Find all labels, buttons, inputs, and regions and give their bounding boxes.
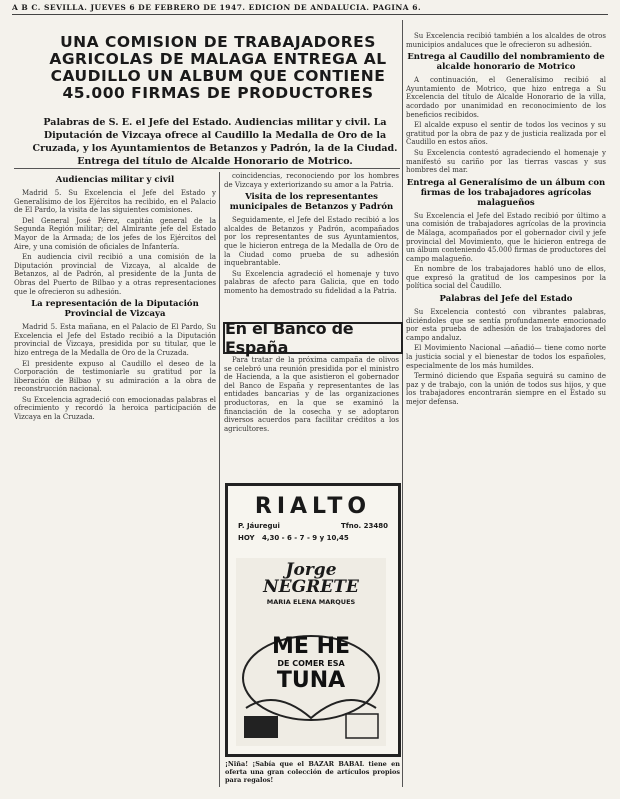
paragraph: Madrid 5. Su Excelencia el Jefe del Estado y Generalísimo de los Ejércitos ha recibido, en el Palacio de El Pardo, la visita de las siguientes comisiones. [14, 189, 216, 215]
paragraph: Seguidamente, el Jefe del Estado recibió a los alcaldes de Betanzos y Padrón, acompañados por los representantes de sus Ayuntamientos, que le hicieron entrega de la Medalla de Oro de la Ciudad como prueba de su adhesión inquebrantable. [224, 216, 399, 268]
paragraph: Su Excelencia recibió también a los alcaldes de otros municipios andaluces que le ofrecieron su adhesión. [406, 32, 606, 49]
paragraph: Su Excelencia agradeció el homenaje y tuvo palabras de afecto para Galicia, que en todo momento ha demostrado su fidelidad a la Patria. [224, 269, 399, 295]
section-heading: Entrega al Caudillo del nombramiento de alcalde honorario de Motrico [407, 52, 605, 73]
subheadline: Palabras de S. E. el Jefe del Estado. Audiencias militar y civil. La Diputación de Vizcaya ofrece al Caudillo la Medalla de Oro de la Cruzada, y los Ayuntamientos de Betanzos y Padrón, la de la Ciudad. Entrega del título de Alcalde Honorario de Motrico. [32, 117, 398, 167]
cinema-phone: Tfno. 23480 [340, 522, 388, 530]
banco-heading: En el Banco de España [223, 322, 403, 354]
cinema-info [228, 519, 398, 530]
section-heading: Audiencias militar y civil [55, 175, 175, 185]
headline-bottom-rule [14, 168, 400, 169]
paragraph: Su Excelencia el Jefe del Estado recibió por último a una comisión de trabajadores agrícolas de la provincia de Málaga, acompañados por el gobernador civil y jefe provincial del Movimiento, que le hicieron entrega de un álbum conteniendo 45.000 firmas de productores del campo malagueño. [406, 211, 606, 263]
paragraph: El alcalde expuso el sentir de todos los vecinos y su gratitud por la obra de paz y de justicia realizada por el Caudillo en estos años. [406, 121, 606, 147]
section-heading: Visita de los representantes municipales de Betanzos y Padrón [229, 192, 394, 213]
paragraph: El Movimiento Nacional —añadió— tiene como norte la justicia social y el bienestar de todos los españoles, especialmente de los más humildes. [406, 344, 606, 370]
page-header: A B C. SEVILLA. JUEVES 6 DE FEBRERO DE 1947. EDICION DE ANDALUCIA. PAGINA 6. [12, 3, 608, 15]
film-title-part-3: TUNA [276, 668, 346, 693]
film-poster [236, 558, 386, 746]
film-costar: MARIA ELENA MARQUES [266, 598, 356, 606]
paragraph: Terminó diciendo que España seguirá su camino de paz y de trabajo, con la unión de todos sus hijos, y que los trabajadores encontrarán siempre en el Estado su mejor defensa. [406, 372, 606, 406]
column-2-lower [224, 356, 399, 478]
cinema-address: P. Jáuregui [238, 522, 280, 530]
session-times: 4,30 - 6 - 7 - 9 y 10,45 [261, 534, 349, 542]
film-star: Jorge NEGRETE [263, 560, 359, 597]
sessions [228, 530, 398, 542]
film-title-part-1: ME HE [271, 634, 351, 659]
section-heading: Entrega al Generalísimo de un álbum con firmas de los trabajadores agrícolas malagueños [406, 177, 606, 208]
today-label: HOY [238, 534, 255, 542]
cinema-advertisement [225, 483, 401, 757]
paragraph: Para tratar de la próxima campaña de olivos se celebró una reunión presidida por el ministro de Hacienda, a la que asistieron el gobernador del Banco de España y representantes de las entidades bancarias y de las organizaciones productoras, en la que se examinó la financiación de la cosecha y se adoptaron diversos acuerdos para facilitar créditos a los agricultores. [224, 356, 399, 433]
column-1 [14, 172, 216, 787]
column-2 [224, 172, 399, 317]
bazar-footnote: ¡Niña! ¡Sabía que el BAZAR BABAL tiene en oferta una gran colección de artículos propios para regalos! [225, 760, 400, 784]
main-headline: UNA COMISION DE TRABAJADORES AGRICOLAS DE MALAGA ENTREGA AL CAUDILLO UN ALBUM QUE CONTIENE 45.000 FIRMAS DE PRODUCTORES [49, 33, 387, 102]
section-heading: La representación de la Diputación Provincial de Vizcaya [31, 299, 199, 320]
cinema-name: RIALTO [254, 494, 372, 519]
section-heading: Palabras del Jefe del Estado [439, 294, 573, 305]
paragraph: Su Excelencia contestó con vibrantes palabras, diciéndoles que se sentía profundamente emocionado por esta prueba de adhesión de los trabajadores del campo andaluz. [406, 308, 606, 342]
paragraph: Su Excelencia agradeció con emocionadas palabras el ofrecimiento y recordó la heroica participación de Vizcaya en la Cruzada. [14, 395, 216, 422]
paragraph: El presidente expuso al Caudillo el deseo de la Corporación de testimoniarle su gratitud por la liberación de Bilbao y su admiración a la obra de reconstrucción nacional. [14, 359, 216, 394]
paragraph: Del General José Pérez, capitán general de la Segunda Región militar; del Almirante jefe del Estado Mayor de la Armada; de los jefes de los Ejércitos del Aire, y una comisión de oficiales de Infantería. [14, 216, 216, 251]
column-rule-left [219, 172, 220, 787]
paragraph: Su Excelencia contestó agradeciendo el homenaje y manifestó su cariño por las tierras vascas y sus hombres del mar. [406, 148, 606, 175]
paragraph: Madrid 5. Esta mañana, en el Palacio de El Pardo, Su Excelencia el Jefe del Estado recibió a la Diputación provincial de Vizcaya, presidida por su titular, que le hizo entrega de la Medalla de Oro de la Cruzada. [14, 323, 216, 357]
paragraph: En nombre de los trabajadores habló uno de ellos, que expresó la gratitud de los campesinos por la política social del Caudillo. [406, 265, 606, 291]
column-rule-right [402, 20, 403, 787]
paragraph: A continuación, el Generalísimo recibió al Ayuntamiento de Motrico, que hizo entrega a Su Excelencia del título de Alcalde Honorario de la villa, acordado por unanimidad en reconocimiento de los beneficios recibidos. [406, 76, 606, 119]
paragraph: coincidencias, reconociendo por los hombres de Vizcaya y exteriorizando su amor a la Patria. [224, 172, 399, 189]
paragraph: En audiencia civil recibió a una comisión de la Diputación provincial de Vizcaya, al alcalde de Betanzos, al de Padrón, al presidente de la Junta de Obras del Puerto de Bilbao y a otras representaciones que le ofrecieron su adhesión. [14, 253, 216, 296]
column-3 [406, 32, 606, 787]
film-title-part-2: DE COMER ESA [277, 659, 345, 668]
film-title [248, 636, 374, 692]
